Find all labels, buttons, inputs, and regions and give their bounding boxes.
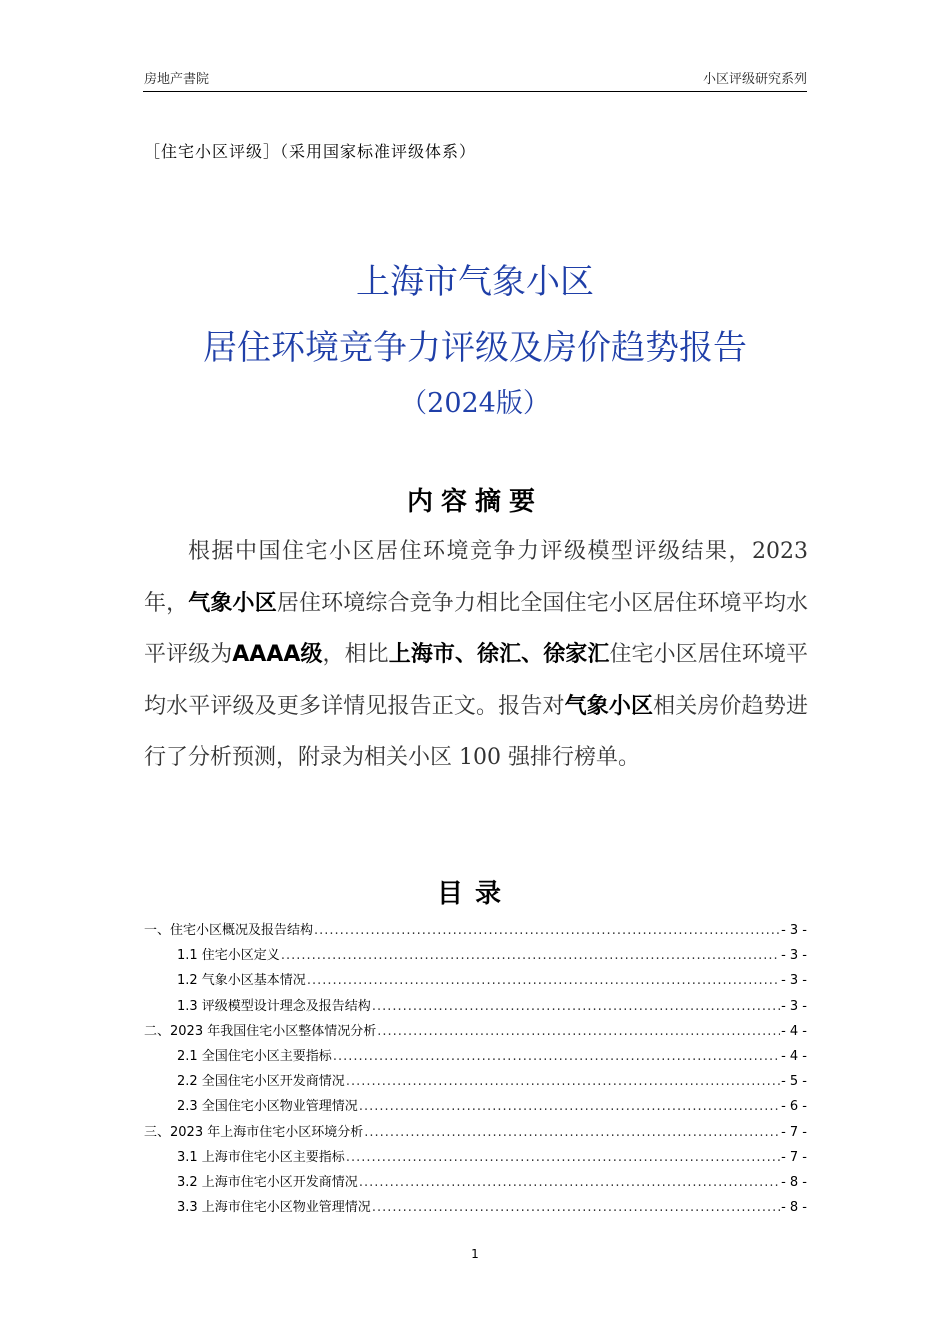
page-header: [144, 68, 807, 90]
toc-entry-page: - 8 -: [781, 1200, 807, 1216]
toc-entry-page: - 7 -: [781, 1124, 807, 1140]
toc-entry-label: 三、2023 年上海市住宅小区环境分析: [144, 1124, 364, 1140]
toc-dot-leader: [333, 1044, 780, 1069]
toc-entry[interactable]: [144, 943, 807, 968]
toc-entry[interactable]: [144, 1195, 807, 1220]
abstract-text: 根据中国住宅小区居住环境竞争力评级模型评级结果，2023年，: [144, 539, 808, 616]
toc-entry-page: - 4 -: [781, 1023, 807, 1039]
table-of-contents: [144, 918, 807, 1220]
abstract-text: ，相比: [322, 642, 389, 667]
header-publisher: 房地产書院: [144, 72, 210, 87]
abstract-highlight: 上海市、徐汇、徐家汇: [388, 642, 610, 667]
toc-entry-page: - 3 -: [781, 923, 807, 938]
toc-entry[interactable]: [144, 1170, 807, 1195]
toc-dot-leader: [359, 1170, 780, 1195]
toc-entry[interactable]: [144, 918, 807, 943]
toc-entry-page: - 3 -: [781, 948, 807, 964]
report-edition: （2024版）: [400, 388, 550, 419]
toc-entry-label: 一、住宅小区概况及报告结构: [144, 923, 314, 938]
toc-dot-leader: [346, 1145, 780, 1170]
abstract-body: [144, 526, 808, 784]
abstract-highlight: 气象小区: [188, 590, 277, 616]
toc-entry[interactable]: [144, 1019, 807, 1044]
toc-dot-leader: [359, 1094, 780, 1119]
toc-entry-label: 二、2023 年我国住宅小区整体情况分析: [144, 1023, 377, 1039]
toc-entry-page: - 3 -: [781, 998, 807, 1014]
toc-entry-page: - 4 -: [781, 1048, 807, 1064]
toc-entry[interactable]: [144, 1120, 807, 1145]
toc-dot-leader: [364, 1120, 780, 1145]
toc-entry-page: - 7 -: [781, 1149, 807, 1165]
abstract-highlight: 气象小区: [564, 693, 654, 719]
abstract-paragraph: [144, 526, 808, 784]
abstract-text: 住宅小区居住环境平均水平评级及更多详情见报告正文。报告对: [144, 642, 808, 719]
toc-dot-leader: [377, 1019, 780, 1044]
toc-dot-leader: [314, 918, 780, 943]
toc-entry-page: - 8 -: [781, 1174, 807, 1190]
toc-entry[interactable]: [144, 1094, 807, 1119]
toc-entry-page: - 5 -: [781, 1074, 807, 1090]
header-divider: [143, 91, 807, 92]
toc-heading: 目录: [436, 879, 513, 909]
toc-entry[interactable]: [144, 1044, 807, 1069]
report-title-line-1: 上海市气象小区: [356, 262, 594, 302]
toc-entry-label: 1.1 住宅小区定义: [177, 948, 280, 964]
header-series: 小区评级研究系列: [702, 72, 807, 87]
abstract-text: 居住环境综合竞争力相比全国住宅小区居住环境平均水平评级为: [144, 590, 808, 667]
toc-entry[interactable]: [144, 968, 807, 993]
abstract-highlight: AAAA级: [232, 642, 323, 667]
toc-entry-label: 3.3 上海市住宅小区物业管理情况: [177, 1200, 371, 1216]
toc-dot-leader: [372, 1195, 780, 1220]
toc-entry-label: 1.3 评级模型设计理念及报告结构: [177, 998, 371, 1014]
toc-entry-label: 3.2 上海市住宅小区开发商情况: [177, 1174, 358, 1190]
toc-entry-label: 3.1 上海市住宅小区主要指标: [177, 1149, 345, 1165]
toc-dot-leader: [307, 968, 780, 993]
abstract-text: 相关房价趋势进行了分析预测，附录为相关小区 100 强排行榜单。: [144, 693, 808, 770]
toc-entry-page: - 3 -: [781, 973, 807, 989]
toc-entry-label: 1.2 气象小区基本情况: [177, 973, 306, 989]
toc-dot-leader: [346, 1069, 780, 1094]
toc-entry[interactable]: [144, 994, 807, 1019]
toc-entry-page: - 6 -: [781, 1099, 807, 1115]
toc-dot-leader: [281, 943, 780, 968]
toc-entry-label: 2.2 全国住宅小区开发商情况: [177, 1074, 345, 1090]
toc-dot-leader: [372, 994, 780, 1019]
toc-entry[interactable]: [144, 1069, 807, 1094]
report-title-line-2: 居住环境竞争力评级及房价趋势报告: [203, 328, 747, 368]
toc-entry-label: 2.3 全国住宅小区物业管理情况: [177, 1099, 358, 1115]
abstract-heading: 内容摘要: [406, 487, 543, 517]
page-number: 1: [471, 1247, 479, 1261]
report-category: ［住宅小区评级］（采用国家标准评级体系）: [144, 142, 477, 161]
toc-entry[interactable]: [144, 1145, 807, 1170]
toc-entry-label: 2.1 全国住宅小区主要指标: [177, 1048, 332, 1064]
